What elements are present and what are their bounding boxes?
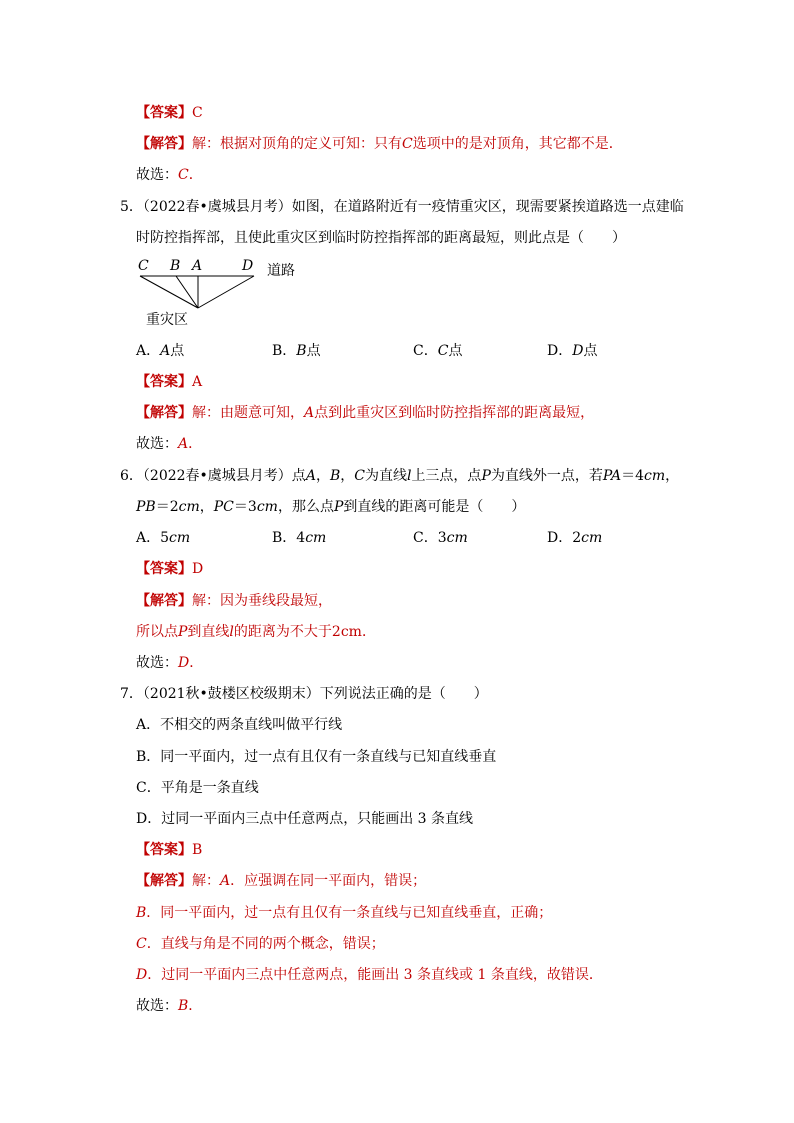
q7-analysis-line1 [136, 872, 426, 890]
q7-option-c [136, 779, 259, 797]
option-key: D． [547, 530, 573, 546]
segment-c [140, 276, 198, 308]
analysis-jie: 解： [192, 593, 220, 609]
q4-answer-line [136, 104, 203, 122]
question-stem: ＝3 [233, 499, 257, 515]
q5-choice-line [136, 435, 202, 453]
variable: A [305, 468, 316, 484]
analysis-variable: C [402, 136, 413, 152]
question-stem: ＝4 [621, 468, 645, 484]
option-number: 3 [437, 530, 447, 546]
question-stem: 时防控指挥部，且使此重灾区到临时防控指挥部的距离最短，则此点是（ ） [136, 230, 626, 246]
disaster-area-label: 重灾区 [146, 312, 188, 328]
q7-analysis-line4 [136, 966, 603, 984]
q7-option-a [136, 716, 342, 734]
option-key: C． [413, 343, 438, 359]
option-text: 点 [170, 343, 185, 359]
question-stem: （2021秋•鼓楼区校级期末）下列说法正确的是（ ） [142, 686, 488, 702]
option-variable: A [160, 343, 171, 359]
analysis-text: 点到此重灾区到临时防控指挥部的距离最短， [314, 405, 595, 421]
question-stem: （2022春•虞城县月考）点 [142, 468, 306, 484]
option-unit: cm [446, 530, 468, 546]
question-stem: ，那么点 [277, 499, 334, 515]
variable: PC [213, 499, 234, 515]
analysis-tag: 【解答】 [136, 136, 192, 152]
analysis-text: 的距离为不大于 [233, 624, 332, 640]
q7-stem-line [120, 685, 488, 703]
point-d-label: D [242, 258, 254, 274]
variable: P [333, 499, 344, 515]
analysis-text: ． [361, 624, 376, 640]
unit: cm [178, 499, 200, 515]
option-key: B． [272, 343, 297, 359]
q5-stem-line1 [120, 198, 684, 216]
option-text: 点 [448, 343, 463, 359]
option-unit: cm [169, 530, 191, 546]
q5-stem-line2 [136, 229, 626, 247]
q6-answer-line [136, 560, 203, 578]
segment-b [176, 276, 198, 308]
q7-option-b [136, 748, 496, 766]
q7-answer-line [136, 841, 202, 859]
q7-analysis-line3 [136, 935, 385, 953]
q5-analysis-line [136, 404, 594, 422]
question-stem: （2022春•虞城县月考）如图，在道路附近有一疫情重灾区，现需要紧挨道路选一点建临 [142, 199, 684, 215]
choice-end: ． [188, 167, 203, 183]
question-stem: ， [340, 468, 355, 484]
option-key: D． [547, 343, 573, 359]
variable: PB [136, 499, 156, 515]
answer-value: B [192, 842, 203, 858]
question-stem: ＝2 [155, 499, 179, 515]
analysis-jie: 解： [192, 873, 220, 889]
unit: cm [256, 499, 278, 515]
q7-option-d [136, 810, 473, 828]
answer-tag: 【答案】 [136, 374, 192, 390]
analysis-variable: P [178, 624, 188, 640]
option-unit: cm [305, 530, 327, 546]
point-a-label: A [192, 258, 203, 274]
variable: B [329, 468, 341, 484]
variable: l [406, 468, 412, 484]
choice-label: 故选： [136, 655, 178, 671]
analysis-text: ．同一平面内，过一点有且仅有一条直线与已知直线垂直，正确； [146, 905, 553, 921]
q5-option-a [136, 342, 184, 360]
analysis-text: 由题意可知， [220, 405, 304, 421]
option-text: D．过同一平面内三点中任意两点，只能画出 3 条直线 [136, 811, 474, 827]
question-stem: 为直线外一点，若 [490, 468, 603, 484]
analysis-variable: D [136, 967, 148, 983]
choice-end: ． [188, 998, 203, 1014]
option-variable: C [437, 343, 449, 359]
option-text: 点 [583, 343, 598, 359]
variable: P [481, 468, 491, 484]
q5-option-c [413, 342, 462, 360]
analysis-variable: l [229, 624, 234, 640]
option-variable: B [296, 343, 307, 359]
analysis-tag: 【解答】 [136, 405, 192, 421]
analysis-text: ．应强调在同一平面内，错误； [230, 873, 427, 889]
choice-value: A [178, 436, 189, 452]
choice-label: 故选： [136, 167, 178, 183]
analysis-text: ．直线与角是不同的两个概念，错误； [146, 936, 385, 952]
question-stem: 上三点，点 [411, 468, 482, 484]
analysis-jie: 解： [192, 136, 220, 152]
choice-label: 故选： [136, 998, 178, 1014]
q6-choice-line [136, 654, 203, 672]
answer-value: D [192, 561, 204, 577]
q6-analysis-line2 [136, 623, 376, 641]
question-stem: ， [199, 499, 214, 515]
choice-end: ． [188, 436, 203, 452]
q6-stem-line1 [120, 467, 679, 485]
segment-d [198, 276, 254, 308]
choice-value: B [178, 998, 189, 1014]
q6-analysis-line1 [136, 592, 332, 610]
q6-option-b [272, 529, 326, 547]
q7-choice-line [136, 997, 202, 1015]
point-c-label: C [138, 258, 149, 274]
q6-stem-line2 [136, 498, 525, 516]
q6-option-d [547, 529, 602, 547]
option-unit: cm [581, 530, 603, 546]
option-key: B． [272, 530, 297, 546]
q5-option-b [272, 342, 321, 360]
answer-tag: 【答案】 [136, 105, 192, 121]
analysis-variable: C [136, 936, 147, 952]
q6-option-a [136, 529, 190, 547]
question-stem: ， [665, 468, 680, 484]
analysis-variable: A [304, 405, 315, 421]
answer-value: A [192, 374, 203, 390]
q5-answer-line [136, 373, 202, 391]
choice-value: D [178, 655, 190, 671]
choice-label: 故选： [136, 436, 178, 452]
option-text: C．平角是一条直线 [136, 780, 259, 796]
variable: C [354, 468, 365, 484]
road-label: 道路 [267, 263, 295, 279]
q4-analysis-line [136, 135, 623, 153]
option-key: A． [136, 530, 161, 546]
point-b-label: B [170, 258, 181, 274]
variable: PA [602, 468, 622, 484]
q6-option-c [413, 529, 468, 547]
analysis-text: 所以点 [136, 624, 178, 640]
answer-tag: 【答案】 [136, 561, 192, 577]
answer-value: C [192, 105, 203, 121]
analysis-tag: 【解答】 [136, 593, 192, 609]
question-number: 5． [120, 199, 143, 215]
answer-tag: 【答案】 [136, 842, 192, 858]
analysis-variable: A [220, 873, 231, 889]
option-number: 5 [160, 530, 170, 546]
analysis-variable: B [136, 905, 147, 921]
analysis-text: 到直线 [187, 624, 230, 640]
option-text: A．不相交的两条直线叫做平行线 [136, 717, 343, 733]
analysis-text: 因为垂线段最短， [220, 593, 332, 609]
option-number: 2 [572, 530, 582, 546]
q4-choice-line [136, 166, 203, 184]
unit: cm [644, 468, 666, 484]
option-text: 点 [306, 343, 321, 359]
q5-option-d [547, 342, 597, 360]
option-key: A． [136, 343, 161, 359]
choice-end: ． [189, 655, 204, 671]
option-number: 4 [296, 530, 306, 546]
analysis-tag: 【解答】 [136, 873, 192, 889]
question-number: 7． [120, 686, 143, 702]
q7-analysis-line2 [136, 904, 552, 922]
analysis-text: ．过同一平面内三点中任意两点，能画出 3 条直线或 1 条直线，故错误． [147, 967, 603, 983]
choice-value: C [178, 167, 189, 183]
question-stem: ， [315, 468, 330, 484]
option-variable: D [572, 343, 584, 359]
option-text: B．同一平面内，过一点有且仅有一条直线与已知直线垂直 [136, 749, 497, 765]
question-number: 6． [120, 468, 143, 484]
analysis-jie: 解： [192, 405, 220, 421]
question-stem: 为直线 [364, 468, 407, 484]
analysis-text: 根据对顶角的定义可知：只有 [220, 136, 402, 152]
analysis-value: 2cm [331, 624, 362, 640]
q5-figure [136, 256, 316, 332]
analysis-text: 选项中的是对顶角，其它都不是． [412, 136, 623, 152]
option-key: C． [413, 530, 438, 546]
question-stem: 到直线的距离可能是（ ） [343, 499, 526, 515]
